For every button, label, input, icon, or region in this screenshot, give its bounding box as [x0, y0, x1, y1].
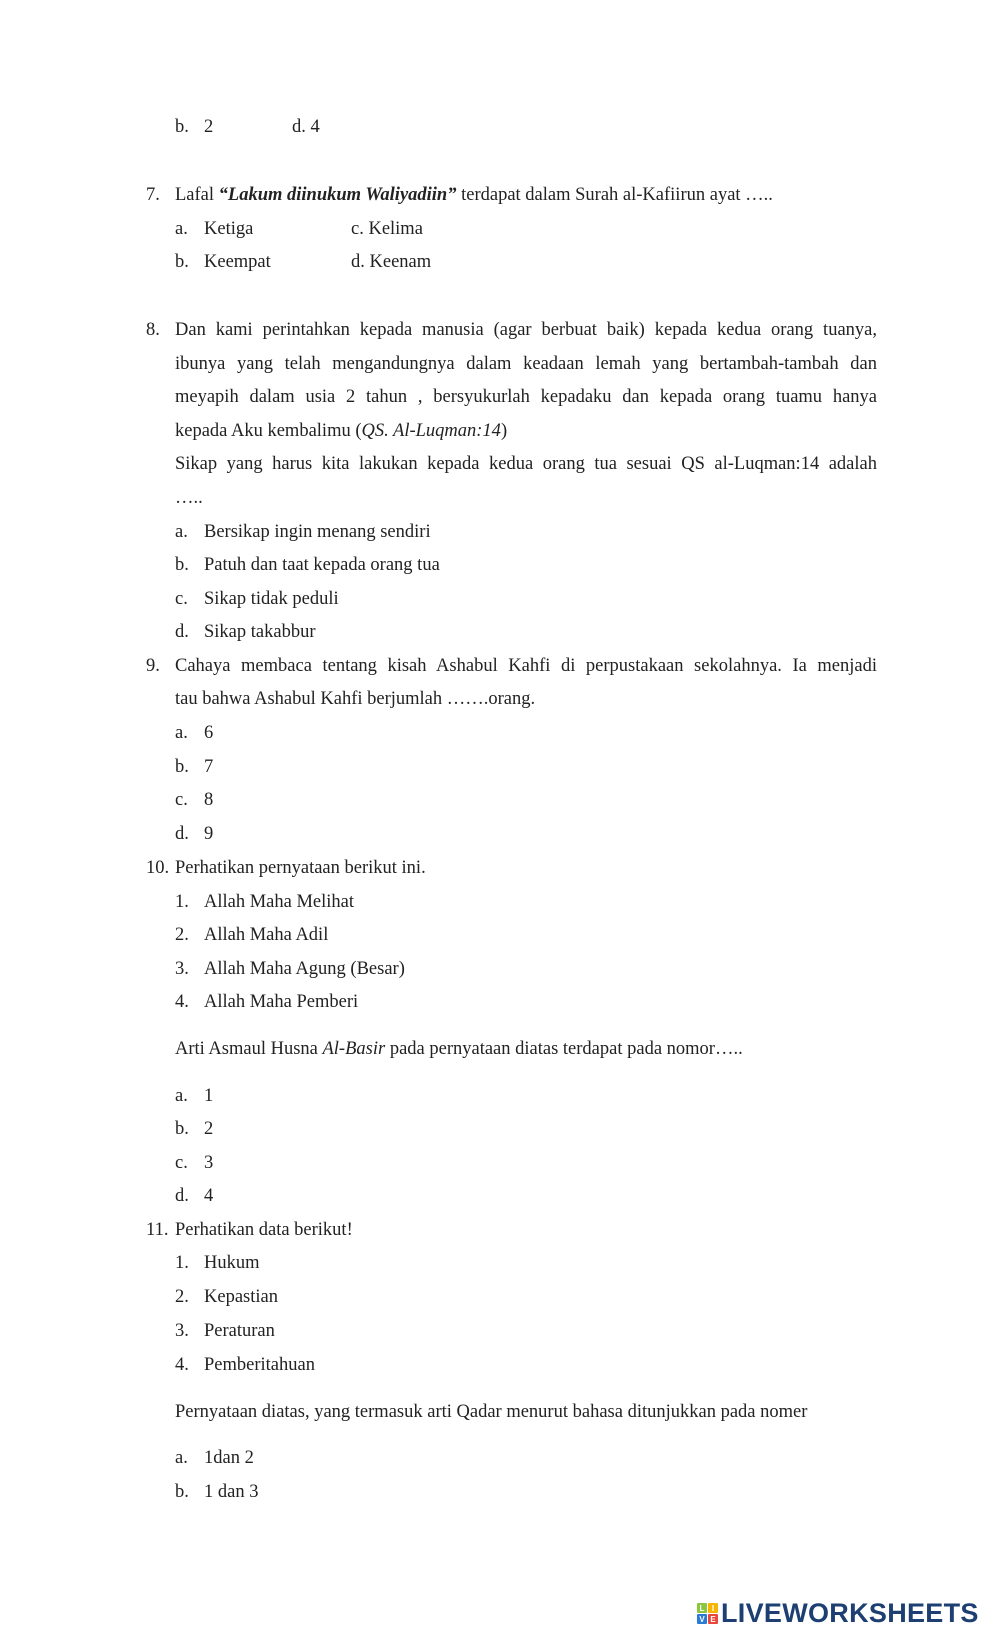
q9-option-d: 9	[204, 824, 214, 844]
q8-passage-line: meyapih dalam usia 2 tahun , bersyukurlah kepadaku dan kepada orang tuamu hanya	[175, 387, 877, 407]
q7-phrase: “Lakum diinukum Waliyadiin”	[218, 185, 457, 205]
logo-mark-icon: L I V E	[697, 1603, 718, 1624]
q10-question: Arti Asmaul Husna Al-Basir pada pernyataan diatas terdapat pada nomor…..	[175, 1039, 743, 1059]
q6-option-b: 2	[204, 117, 214, 137]
q8-passage-line: Dan kami perintahkan kepada manusia (agar berbuat baik) kepada kedua orang tuanya,	[175, 320, 877, 340]
q10-option-letter: b.	[175, 1119, 189, 1139]
q7-option-a: Ketiga	[204, 219, 254, 239]
q10-term: Al-Basir	[322, 1039, 386, 1059]
q10-item: Allah Maha Pemberi	[204, 992, 359, 1012]
q9-question-line: Cahaya membaca tentang kisah Ashabul Kahfi di perpustakaan sekolahnya. Ia menjadi	[175, 656, 877, 676]
q8-option-d: Sikap takabbur	[204, 622, 316, 642]
q11-item: Peraturan	[204, 1321, 275, 1341]
q9-question-line: tau bahwa Ashabul Kahfi berjumlah …….orang.	[175, 689, 536, 709]
q9-option-c: 8	[204, 790, 214, 810]
q11-item-number: 3.	[175, 1321, 189, 1341]
liveworksheets-logo	[697, 1598, 979, 1629]
q9-number: 9.	[146, 656, 160, 676]
q11-question: Pernyataan diatas, yang termasuk arti Qadar menurut bahasa ditunjukkan pada nomer	[175, 1402, 808, 1422]
q7-question: Lafal “Lakum diinukum Waliyadiin” terdapat dalam Surah al-Kafiirun ayat …..	[175, 185, 773, 205]
q8-option-letter: b.	[175, 555, 189, 575]
q7-option-c: c. Kelima	[351, 219, 423, 239]
q9-option-letter: b.	[175, 757, 189, 777]
q10-option-c: 3	[204, 1153, 214, 1173]
q6-option-d: d. 4	[292, 117, 320, 137]
q11-number: 11.	[146, 1220, 169, 1240]
q10-option-letter: c.	[175, 1153, 188, 1173]
q8-option-letter: d.	[175, 622, 189, 642]
q11-item-number: 1.	[175, 1253, 189, 1273]
q10-option-letter: a.	[175, 1086, 188, 1106]
q11-item: Hukum	[204, 1253, 260, 1273]
q11-option-letter: b.	[175, 1482, 189, 1502]
q10-item: Allah Maha Agung (Besar)	[204, 959, 405, 979]
q11-intro: Perhatikan data berikut!	[175, 1220, 353, 1240]
q11-item-number: 2.	[175, 1287, 189, 1307]
q10-item-number: 1.	[175, 892, 189, 912]
q11-option-a: 1dan 2	[204, 1448, 254, 1468]
q8-passage-line: kepada Aku kembalimu (QS. Al-Luqman:14)	[175, 421, 508, 441]
q7-option-a-letter: a.	[175, 219, 188, 239]
logo-text: LIVEWORKSHEETS	[721, 1598, 979, 1628]
q8-citation: QS. Al-Luqman:14	[361, 421, 501, 441]
q8-option-letter: c.	[175, 589, 188, 609]
q11-item: Kepastian	[204, 1287, 278, 1307]
q11-option-b: 1 dan 3	[204, 1482, 259, 1502]
q6-option-b-letter: b.	[175, 117, 189, 137]
q10-intro: Perhatikan pernyataan berikut ini.	[175, 858, 426, 878]
q8-question-end: …..	[175, 488, 203, 508]
q8-option-a: Bersikap ingin menang sendiri	[204, 522, 431, 542]
q10-option-d: 4	[204, 1186, 214, 1206]
q9-option-letter: d.	[175, 824, 189, 844]
q9-option-letter: a.	[175, 723, 188, 743]
q10-item: Allah Maha Melihat	[204, 892, 355, 912]
q10-option-letter: d.	[175, 1186, 189, 1206]
q8-question: Sikap yang harus kita lakukan kepada kedua orang tua sesuai QS al-Luqman:14 adalah	[175, 454, 877, 474]
q10-item-number: 3.	[175, 959, 189, 979]
q11-item: Pemberitahuan	[204, 1355, 315, 1375]
q10-number: 10.	[146, 858, 170, 878]
q11-option-letter: a.	[175, 1448, 188, 1468]
q8-passage-line: ibunya yang telah mengandungnya dalam keadaan lemah yang bertambah-tambah dan	[175, 354, 877, 374]
q7-option-b-letter: b.	[175, 252, 189, 272]
q10-item: Allah Maha Adil	[204, 925, 329, 945]
q9-option-b: 7	[204, 757, 214, 777]
q10-option-b: 2	[204, 1119, 214, 1139]
q8-option-b: Patuh dan taat kepada orang tua	[204, 555, 440, 575]
q10-item-number: 2.	[175, 925, 189, 945]
q7-number: 7.	[146, 185, 160, 205]
q8-number: 8.	[146, 320, 160, 340]
q9-option-letter: c.	[175, 790, 188, 810]
q10-item-number: 4.	[175, 992, 189, 1012]
q8-option-c: Sikap tidak peduli	[204, 589, 339, 609]
q9-option-a: 6	[204, 723, 214, 743]
q7-option-d: d. Keenam	[351, 252, 432, 272]
q11-item-number: 4.	[175, 1355, 189, 1375]
q10-option-a: 1	[204, 1086, 214, 1106]
q8-option-letter: a.	[175, 522, 188, 542]
q7-option-b: Keempat	[204, 252, 271, 272]
